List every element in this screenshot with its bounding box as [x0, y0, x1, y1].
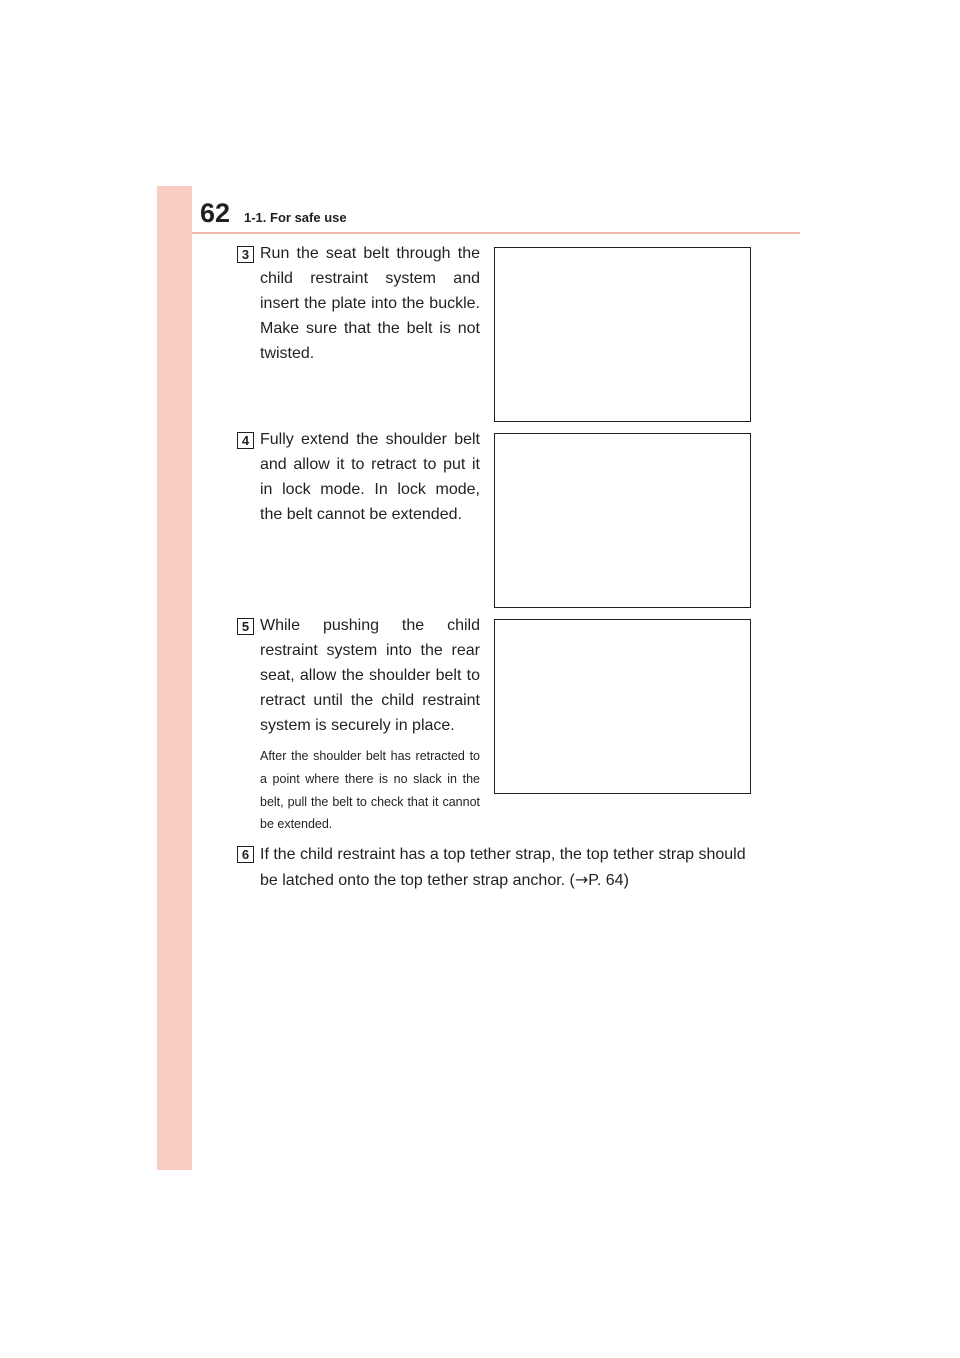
page-number: 62	[200, 198, 231, 228]
arrow-right-icon: →	[574, 870, 589, 889]
step-5-text: While pushing the child restraint system into the rear seat, allow the shoulder belt to retract until the child restraint system is securely in place.	[260, 617, 480, 734]
page-reference-link[interactable]: P. 64)	[588, 872, 629, 889]
step-3-text: Run the seat belt through the child restraint system and insert the plate into the buckle. Make sure that the belt is not twisted.	[260, 245, 480, 362]
step-number-5: 5	[237, 618, 254, 635]
step-4-illustration	[494, 433, 751, 608]
step-6-text-main: If the child restraint has a top tether strap, the top tether strap should be latched onto the top tether strap anchor. (	[260, 846, 746, 889]
header-rule	[192, 232, 800, 234]
step-6-text	[260, 842, 750, 893]
step-number-3: 3	[237, 246, 254, 263]
step-3-illustration	[494, 247, 751, 422]
step-5-illustration	[494, 619, 751, 794]
step-number-4: 4	[237, 432, 254, 449]
side-color-band	[157, 186, 192, 1170]
step-5-note: After the shoulder belt has retracted to a point where there is no slack in the belt, pull the belt to check that it cannot be extended.	[260, 749, 480, 832]
step-number-6: 6	[237, 846, 254, 863]
step-4-text: Fully extend the shoulder belt and allow it to retract to put it in lock mode. In lock mode, the belt cannot be extended.	[260, 431, 480, 523]
section-title: 1-1. For safe use	[244, 210, 347, 225]
